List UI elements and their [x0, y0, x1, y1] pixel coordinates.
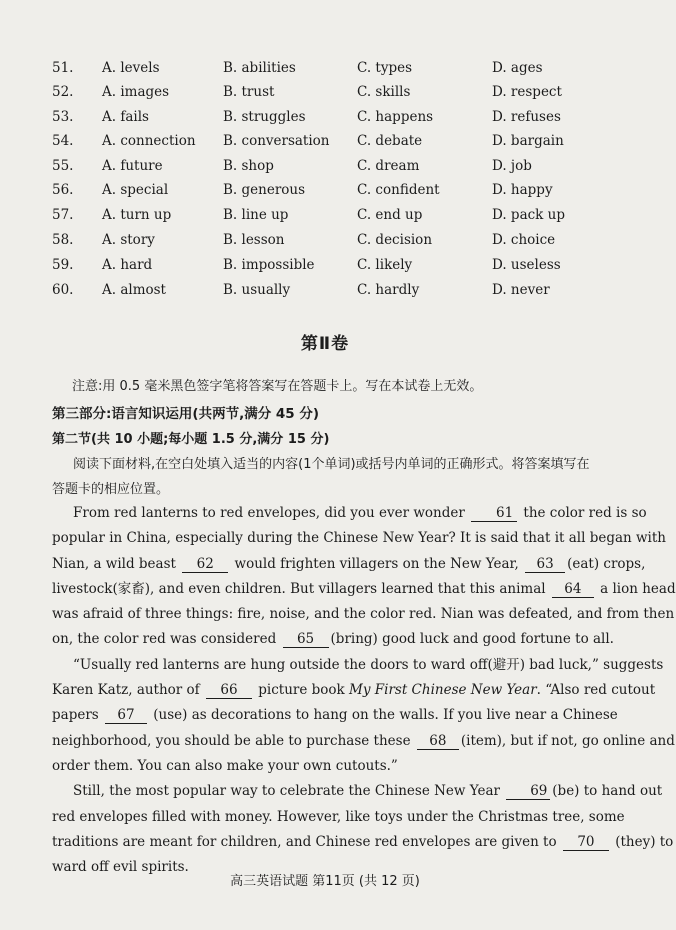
blank-69: 69	[506, 783, 550, 800]
option-c: C. decision	[357, 232, 433, 248]
option-c: C. confident	[357, 182, 440, 198]
passage-line: on, the color red was considered 65 (bring) good luck and good fortune to all.	[52, 631, 614, 648]
option-c: C. happens	[357, 109, 434, 125]
part-title: 第三部分:语言知识运用(共两节,满分 45 分)	[52, 406, 320, 422]
passage-line: papers 67 (use) as decorations to hang on the walls. If you live near a Chinese	[52, 707, 618, 724]
blank-63: 63	[525, 556, 565, 573]
question-number: 57.	[52, 207, 74, 223]
option-c: C. debate	[357, 133, 423, 149]
instructions: 阅读下面材料,在空白处填入适当的内容(1个单词)或括号内单词的正确形式。将答案填写在答题卡的相应位置。	[52, 457, 590, 497]
option-d: D. happy	[492, 182, 553, 198]
question-number: 60.	[52, 282, 74, 298]
page-footer: 高三英语试题 第11页 (共 12 页)	[230, 874, 420, 889]
question-number: 51.	[52, 60, 74, 76]
option-b: B. struggles	[223, 109, 306, 125]
question-number: 59.	[52, 257, 74, 273]
option-a: A. turn up	[102, 207, 172, 223]
option-d: D. respect	[492, 84, 562, 100]
section-title: 第Ⅱ卷	[300, 334, 350, 354]
passage-line: was afraid of three things: fire, noise, and the color red. Nian was defeated, and from then	[52, 606, 675, 623]
option-d: D. refuses	[492, 109, 561, 125]
blank-64: 64	[552, 581, 594, 598]
option-b: B. impossible	[223, 257, 315, 273]
passage-line: Still, the most popular way to celebrate the Chinese New Year 69 (be) to hand out	[73, 783, 663, 800]
option-b: B. shop	[223, 158, 274, 174]
option-a: A. levels	[102, 60, 160, 76]
option-d: D. choice	[492, 232, 556, 248]
option-a: A. story	[102, 232, 155, 248]
question-number: 52.	[52, 84, 74, 100]
question-number: 56.	[52, 182, 74, 198]
option-b: B. usually	[223, 282, 291, 298]
option-a: A. hard	[102, 257, 153, 273]
question-number: 53.	[52, 109, 74, 125]
option-d: D. never	[492, 282, 550, 298]
passage-line: “Usually red lanterns are hung outside the doors to ward off(避开) bad luck,” suggests	[73, 656, 664, 673]
passage-line: neighborhood, you should be able to purchase these 68 (item), but if not, go online and	[52, 732, 675, 749]
blank-68: 68	[417, 733, 459, 750]
option-d: D. job	[492, 158, 532, 174]
passage	[52, 501, 676, 880]
passage-line: livestock(家畜), and even children. But villagers learned that this animal 64 a lion head	[52, 580, 676, 597]
option-b: B. lesson	[223, 232, 285, 248]
option-a: A. connection	[102, 133, 196, 149]
option-c: C. end up	[357, 207, 423, 223]
blank-62: 62	[182, 556, 228, 573]
passage-line: order them. You can also make your own cutouts.”	[52, 757, 398, 774]
option-c: C. skills	[357, 84, 411, 100]
option-a: A. special	[102, 182, 169, 198]
option-b: B. trust	[223, 84, 275, 100]
question-number: 54.	[52, 133, 74, 149]
passage-line: ward off evil spirits.	[52, 859, 189, 876]
option-a: A. almost	[102, 282, 166, 298]
option-b: B. generous	[223, 182, 306, 198]
passage-line: From red lanterns to red envelopes, did you ever wonder 61 the color red is so	[73, 505, 647, 521]
blank-67: 67	[105, 707, 147, 724]
option-c: C. hardly	[357, 282, 420, 298]
blank-65: 65	[283, 631, 329, 648]
passage-line: popular in China, especially during the Chinese New Year? It is said that it all began with	[52, 530, 666, 547]
question-number: 58.	[52, 232, 74, 248]
passage-line: traditions are meant for children, and Chinese red envelopes are given to 70 (they) to	[52, 833, 674, 850]
passage-line: Nian, a wild beast 62 would frighten villagers on the New Year, 63 (eat) crops,	[52, 555, 646, 572]
option-a: A. images	[102, 84, 170, 100]
option-d: D. pack up	[492, 207, 565, 223]
option-c: C. types	[357, 60, 413, 76]
option-b: B. abilities	[223, 60, 296, 76]
option-a: A. fails	[102, 109, 149, 125]
option-c: C. likely	[357, 257, 413, 273]
option-d: D. useless	[492, 257, 561, 273]
passage-line: Karen Katz, author of 66 picture book My First Chinese New Year. “Also red cutout	[52, 682, 656, 699]
option-d: D. bargain	[492, 133, 564, 149]
blank-66: 66	[206, 682, 252, 699]
option-c: C. dream	[357, 158, 420, 174]
blank-70: 70	[563, 834, 609, 851]
subsection-title: 第二节(共 10 小题;每小题 1.5 分,满分 15 分)	[52, 432, 330, 447]
option-a: A. future	[102, 158, 163, 174]
passage-line: red envelopes filled with money. However, like toys under the Christmas tree, some	[52, 808, 625, 825]
note-text: 注意:用 0.5 毫米黑色签字笔将答案写在答题卡上。写在本试卷上无效。	[72, 379, 483, 394]
question-number: 55.	[52, 158, 74, 174]
option-b: B. conversation	[223, 133, 330, 149]
option-b: B. line up	[223, 207, 289, 223]
option-d: D. ages	[492, 60, 543, 76]
blank-61: 61	[471, 505, 517, 522]
